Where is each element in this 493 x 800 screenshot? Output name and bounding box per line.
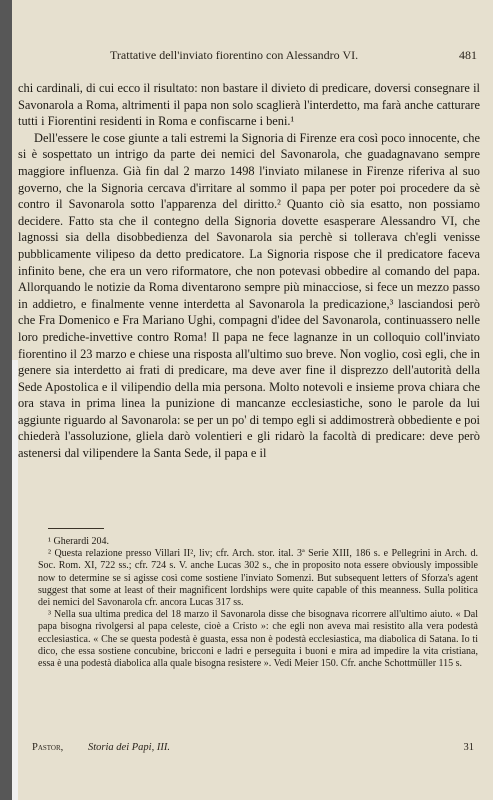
footnotes xyxy=(38,536,478,670)
running-title: Trattative dell'inviato fiorentino con Alessandro VI. xyxy=(110,48,359,62)
footer-title: Storia dei Papi, III. xyxy=(88,742,170,753)
footer-author: Pastor, xyxy=(32,742,64,753)
signature-number: 31 xyxy=(463,742,474,753)
book-page xyxy=(12,0,493,800)
page-footer xyxy=(32,742,482,758)
body-text xyxy=(18,80,480,462)
page-number: 481 xyxy=(459,48,477,62)
footnote: ¹ Gherardi 204. xyxy=(48,536,110,547)
footnote: ³ Nella sua ultima predica del 18 marzo il Savonarola disse che bisognava ricorrere all'ultimo aiuto. « Dal papa bisogna rivolgersi al papa celeste, cioè a Cristo »: che egli non aveva mai resistito alla vera podestà ecclesiastica. « Che se questa podestà è guasta, essa non è podestà ecclesiastica, ma diabolica di Satana. Io ti dico, che essa sostiene concubine, bricconi e ladri e perseguita i buoni e mira ad impedire la vita cristiana, essa è una podestà diabolica alla quale bisogna resistere ». Vedi Meier 150. Cfr. anche Schottmüller 115 s. xyxy=(38,609,478,670)
paragraph: chi cardinali, di cui ecco il risultato: non bastare il divieto di predicare, doversi consegnare il Savonarola a Roma, altrimenti il papa non solo scaglierà l'interdetto, ma farà anche catturare tutti i Fiorentini residenti in Roma e confiscarne i beni.¹ xyxy=(18,81,480,129)
running-head xyxy=(12,48,485,64)
paragraph: Dell'essere le cose giunte a tali estremi la Signoria di Firenze era così poco innocente, che si è sospettato un intrigo da parte dei nemici del Savonarola, che guadagnavano sempre maggiore influenza. Già fin dal 2 marzo 1498 l'inviato milanese in Firenze riferiva al suo governo, che la Signoria cercava d'irritare al sommo il papa per poter poi procedere da sè contro il Savonarola sotto l'apparenza del diritto.² Quanto ciò sia esatto, non possiamo decidere. Fatto sta che il contegno della Signoria dovette esasperare Alessandro VI, che lagnossi sia della disobbedienza del Savonarola sia perchè si tollerava ch'egli venisse pubblicamente vilipeso da detto predicatore. La Signoria rispose che il predicatore faceva infinito bene, che era un vero riformatore, che non potevasi obbedire al comando del papa. Allorquando le notizie da Roma diventarono sempre più minacciose, si fece un mezzo passo in addietro, e finalmente venne interdetta al Savonarola la predicazione,³ lasciandosi però che Fra Domenico e Fra Mariano Ughi, compagni d'idee del Savonarola, continuassero nelle loro prediche-invettive contro Roma! Il papa ne fece lagnanze in un colloquio coll'inviato fiorentino il 23 marzo e chiese una risposta all'ultimo suo breve. Non voglio, così egli, che in genere sia interdetto ai frati di predicare, ma deve aver fine il disprezzo dell'autorità della Sede Apostolica e il vilipendio della mia persona. Molto notevoli e insieme prova chiara che ora stava in prima linea la punizione di mancanze ecclesiastiche, sono le parole da lui aggiunte riguardo al Savonarola: se per un po' di tempo egli si addimostrerà obbediente e poi chiederà l'assoluzione, gliela darò volentieri e gli ridarò la facoltà di predicare: deve però astenersi dal vilipendere la Santa Sede, il papa e il xyxy=(18,130,480,461)
footnote-rule xyxy=(48,528,104,529)
footnote: ² Questa relazione presso Villari II², liv; cfr. Arch. stor. ital. 3ª Serie XIII, 186 s. e Pellegrini in Arch. d. Soc. Rom. XI, 722 ss.; cfr. 724 s. V. anche Lucas 302 s., che in proposito nota essere obviously impossible now to determine se si agisse così come sostiene l'inviato Somenzi. But subsequent letters of Sforza's agent suggest that some at least of their magnificent lordships were quite capable of this meanness. Sulla politica dei nemici del Savonarola cfr. ancora Lucas 317 ss. xyxy=(38,548,478,609)
